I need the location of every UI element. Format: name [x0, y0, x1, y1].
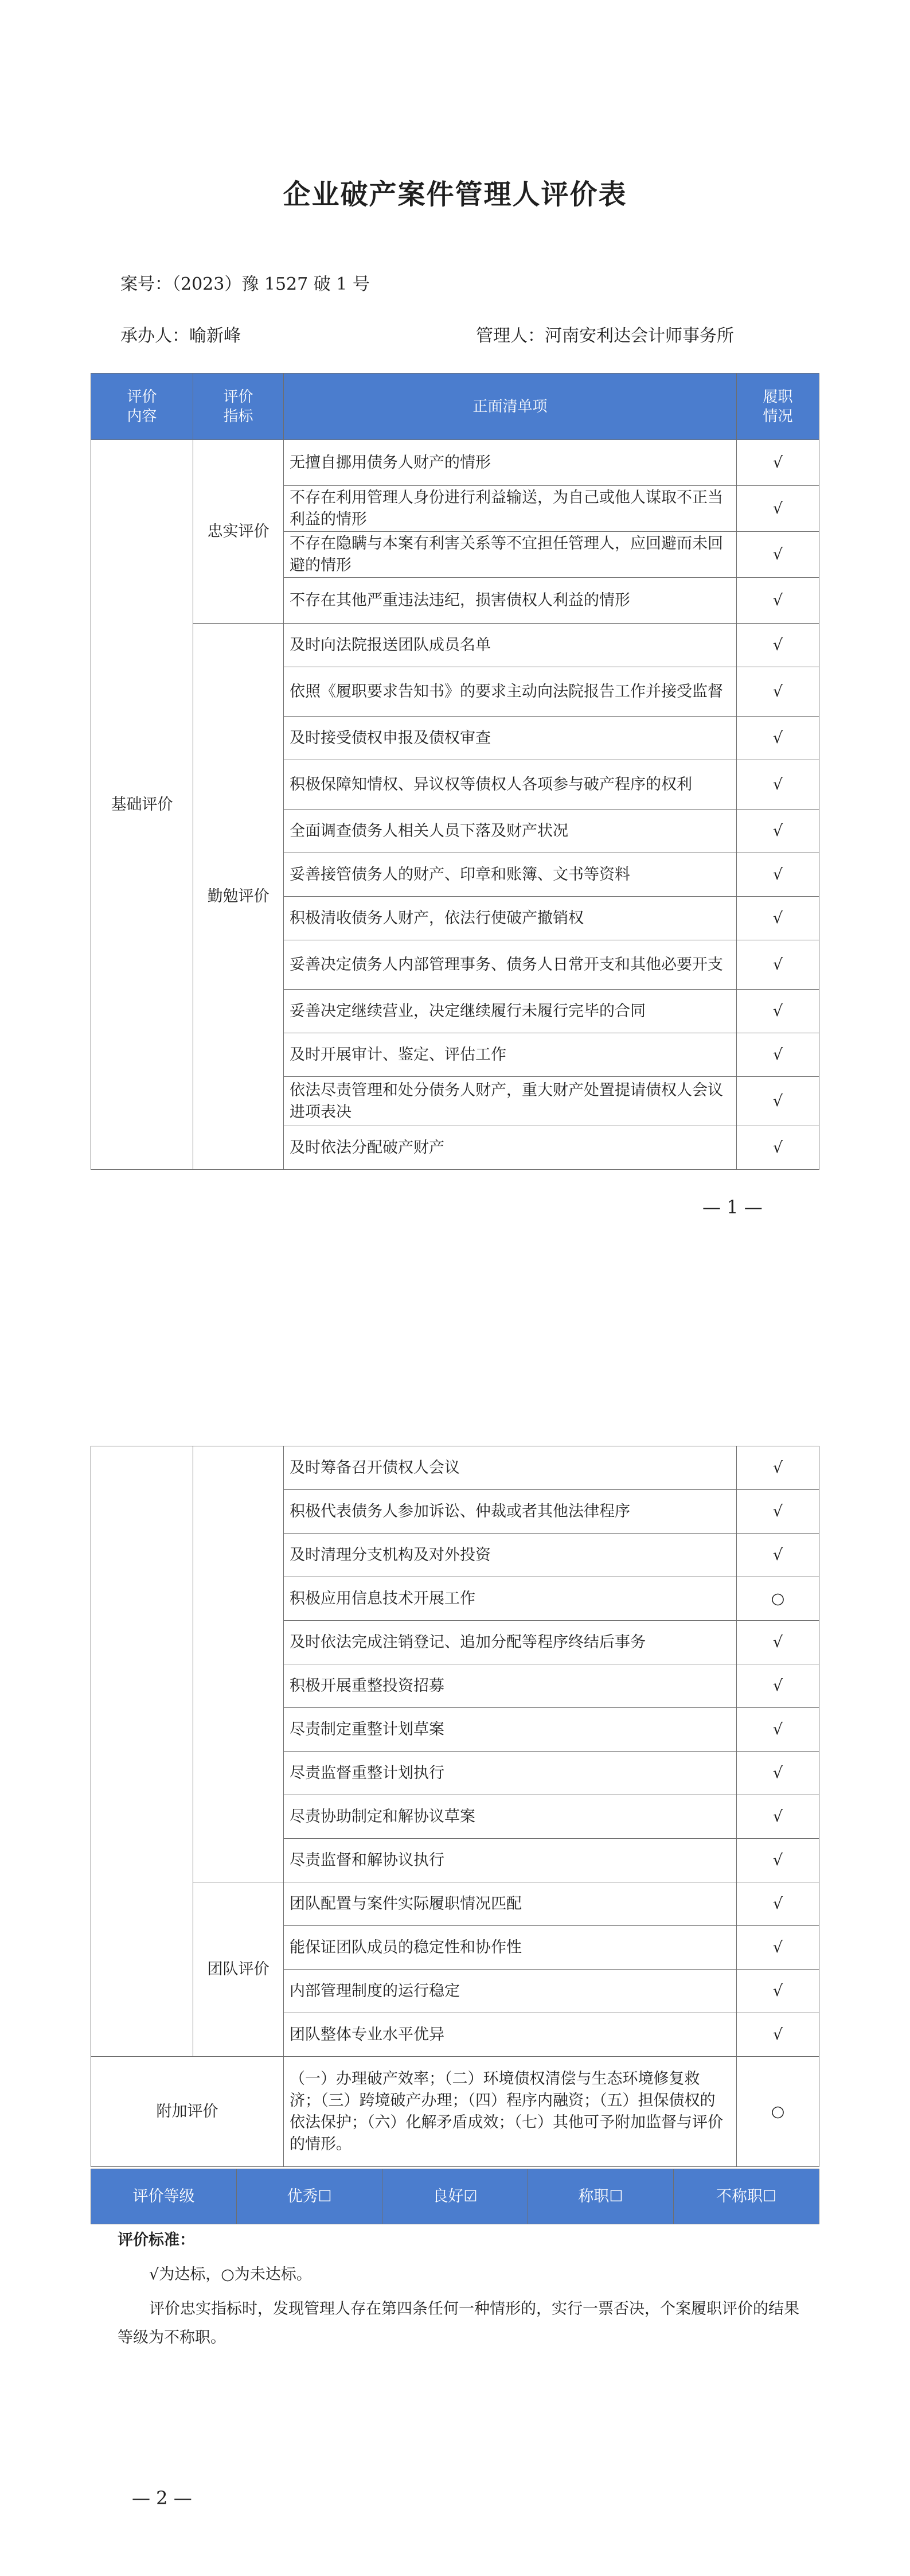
status-mark: √	[737, 897, 819, 940]
status-mark: √	[737, 990, 819, 1033]
criteria-line-1: √为达标，○为未达标。	[149, 2266, 312, 2283]
table-row	[91, 1446, 819, 1490]
list-item: 积极代表债务人参加诉讼、仲裁或者其他法律程序	[284, 1490, 737, 1534]
grade-incompetent-checkbox[interactable]: 不称职☐	[674, 2169, 819, 2224]
status-mark: √	[737, 940, 819, 990]
status-mark: √	[737, 486, 819, 532]
status-mark: √	[737, 810, 819, 853]
status-mark: √	[737, 853, 819, 897]
list-item: 妥善接管债务人的财产、印章和账簿、文书等资料	[284, 853, 737, 897]
status-mark: √	[737, 1490, 819, 1534]
list-item: 及时依法完成注销登记、追加分配等程序终结后事务	[284, 1621, 737, 1664]
loyalty-label: 忠实评价	[193, 440, 284, 624]
status-mark: √	[737, 440, 819, 486]
list-item: 及时向法院报送团队成员名单	[284, 624, 737, 667]
status-mark: √	[737, 1839, 819, 1882]
list-item: 及时筹备召开债权人会议	[284, 1446, 737, 1490]
grade-excellent-checkbox[interactable]: 优秀☐	[237, 2169, 382, 2224]
list-item: 尽责监督和解协议执行	[284, 1839, 737, 1882]
list-item: 积极开展重整投资招募	[284, 1664, 737, 1708]
status-mark: √	[737, 624, 819, 667]
diligence-continued	[193, 1446, 284, 1882]
list-item: 及时接受债权申报及债权审查	[284, 717, 737, 760]
list-item: 全面调查债务人相关人员下落及财产状况	[284, 810, 737, 853]
basic-eval-continued	[91, 1446, 193, 2057]
list-item: 不存在隐瞒与本案有利害关系等不宜担任管理人，应回避而未回避的情形	[284, 532, 737, 578]
header-indicator: 评价 指标	[193, 373, 284, 440]
list-item: 尽责协助制定和解协议草案	[284, 1795, 737, 1839]
grade-label: 评价等级	[91, 2169, 237, 2224]
status-mark: √	[737, 1534, 819, 1577]
table-row	[91, 2057, 819, 2167]
status-mark: √	[737, 1752, 819, 1795]
status-mark: √	[737, 1621, 819, 1664]
status-mark: √	[737, 667, 819, 717]
team-label: 团队评价	[193, 1882, 284, 2057]
status-mark: √	[737, 717, 819, 760]
list-item: 能保证团队成员的稳定性和协作性	[284, 1926, 737, 1970]
status-mark: √	[737, 1033, 819, 1077]
header-content: 评价 内容	[91, 373, 193, 440]
list-item: 及时清理分支机构及对外投资	[284, 1534, 737, 1577]
criteria-line-2: 评价忠实指标时，发现管理人存在第四条任何一种情形的，实行一票否决，个案履职评价的结果等级为不称职。	[118, 2300, 799, 2347]
list-item: 妥善决定债务人内部管理事务、债务人日常开支和其他必要开支	[284, 940, 737, 990]
grade-good-checkbox[interactable]: 良好☑	[382, 2169, 528, 2224]
list-item: 尽责制定重整计划草案	[284, 1708, 737, 1752]
status-mark: √	[737, 1664, 819, 1708]
grade-row	[91, 2169, 819, 2224]
page-number-2: — 2 —	[132, 2487, 192, 2509]
table-row	[91, 624, 819, 667]
status-mark: ○	[737, 2057, 819, 2167]
page-title: 企业破产案件管理人评价表	[283, 178, 627, 211]
list-item: 积极清收债务人财产，依法行使破产撤销权	[284, 897, 737, 940]
status-mark: √	[737, 578, 819, 624]
basic-eval-label: 基础评价	[91, 440, 193, 1170]
extra-eval-text: （一）办理破产效率；（二）环境债权清偿与生态环境修复救济；（三）跨境破产办理；（四）程序内融资；（五）担保债权的依法保护；（六）化解矛盾成效；（七）其他可予附加监督与评价的情形。	[284, 2057, 737, 2167]
status-mark: ○	[737, 1577, 819, 1621]
criteria-title: 评价标准：	[118, 2231, 195, 2249]
list-item: 内部管理制度的运行稳定	[284, 1970, 737, 2013]
status-mark: √	[737, 1926, 819, 1970]
list-item: 积极保障知情权、异议权等债权人各项参与破产程序的权利	[284, 760, 737, 810]
list-item: 及时开展审计、鉴定、评估工作	[284, 1033, 737, 1077]
list-item: 团队配置与案件实际履职情况匹配	[284, 1882, 737, 1926]
page-number-1: — 1 —	[702, 1196, 763, 1218]
administrator-name: 管理人：河南安利达会计师事务所	[476, 326, 734, 346]
list-item: 不存在其他严重违法违纪，损害债权人利益的情形	[284, 578, 737, 624]
status-mark: √	[737, 1795, 819, 1839]
list-item: 不存在利用管理人身份进行利益输送，为自己或他人谋取不正当利益的情形	[284, 486, 737, 532]
status-mark: √	[737, 1708, 819, 1752]
list-item: 尽责监督重整计划执行	[284, 1752, 737, 1795]
evaluation-table-page2	[91, 1446, 819, 2167]
status-mark: √	[737, 1882, 819, 1926]
header-status: 履职 情况	[737, 373, 819, 440]
status-mark: √	[737, 760, 819, 810]
evaluation-table-page1	[91, 373, 819, 1170]
list-item: 团队整体专业水平优异	[284, 2013, 737, 2057]
table-header	[91, 373, 819, 440]
table-row	[91, 1882, 819, 1926]
table-row	[91, 440, 819, 486]
list-item: 无擅自挪用债务人财产的情形	[284, 440, 737, 486]
handler-name: 承办人：喻新峰	[120, 326, 241, 346]
list-item: 积极应用信息技术开展工作	[284, 1577, 737, 1621]
case-number: 案号：（2023）豫 1527 破 1 号	[120, 274, 370, 294]
status-mark: √	[737, 2013, 819, 2057]
header-list: 正面清单项	[284, 373, 737, 440]
extra-eval-label: 附加评价	[91, 2057, 284, 2167]
diligence-label: 勤勉评价	[193, 624, 284, 1170]
list-item: 妥善决定继续营业，决定继续履行未履行完毕的合同	[284, 990, 737, 1033]
status-mark: √	[737, 532, 819, 578]
status-mark: √	[737, 1970, 819, 2013]
status-mark: √	[737, 1126, 819, 1170]
status-mark: √	[737, 1446, 819, 1490]
status-mark: √	[737, 1077, 819, 1126]
list-item: 依法尽责管理和处分债务人财产，重大财产处置提请债权人会议进项表决	[284, 1077, 737, 1126]
list-item: 及时依法分配破产财产	[284, 1126, 737, 1170]
list-item: 依照《履职要求告知书》的要求主动向法院报告工作并接受监督	[284, 667, 737, 717]
grade-competent-checkbox[interactable]: 称职☐	[528, 2169, 674, 2224]
